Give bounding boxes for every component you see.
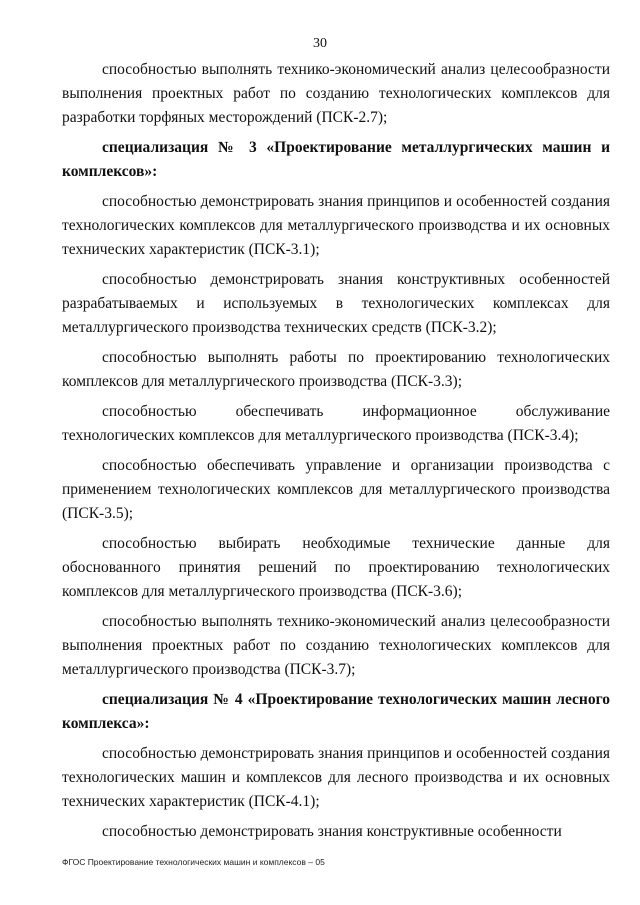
paragraph-psk-3-1: способностью демонстрировать знания принципов и особенностей создания технологических комплексов для металлургического производства и их основных технических характеристик (ПСК-3.1); [62,193,610,258]
document-body [62,58,610,850]
page-number: 30 [313,36,327,51]
paragraph-psk-3-4: способностью обеспечивать информационное обслуживание технологических комплексов для металлургического производства (ПСК-3.4); [62,403,610,444]
paragraph-psk-3-5: способностью обеспечивать управление и организации производства с применением технологических комплексов для металлургического производства (ПСК-3.5); [62,457,610,522]
heading-specialization-3: специализация № 3 «Проектирование металлургических машин и комплексов»: [62,139,610,180]
paragraph-psk-3-3: способностью выполнять работы по проектированию технологических комплексов для металлургического производства (ПСК-3.3); [62,349,610,390]
paragraph-psk-3-6: способностью выбирать необходимые технические данные для обоснованного принятия решений по проектированию технологических комплексов для металлургического производства (ПСК-3.6); [62,535,610,600]
paragraph-psk-3-2: способностью демонстрировать знания конструктивных особенностей разрабатываемых и используемых в технологических комплексах для металлургического производства технических средств (ПСК-3.2); [62,271,610,336]
paragraph-psk-4-2-partial: способностью демонстрировать знания конструктивные особенности [102,823,562,840]
paragraph-psk-4-1: способностью демонстрировать знания принципов и особенностей создания технологических машин и комплексов для лесного производства и их основных технических характеристик (ПСК-4.1); [62,745,610,810]
paragraph-psk-3-7: способностью выполнять технико-экономический анализ целесообразности выполнения проектных работ по созданию технологических комплексов для металлургического производства (ПСК-3.7); [62,613,610,678]
page-footer: ФГОС Проектирование технологических машин и комплексов – 05 [62,857,325,867]
heading-specialization-4: специализация № 4 «Проектирование технологических машин лесного комплекса»: [62,691,610,732]
paragraph-psk-2-7: способностью выполнять технико-экономический анализ целесообразности выполнения проектных работ по созданию технологических комплексов для разработки торфяных месторождений (ПСК-2.7); [62,61,610,126]
